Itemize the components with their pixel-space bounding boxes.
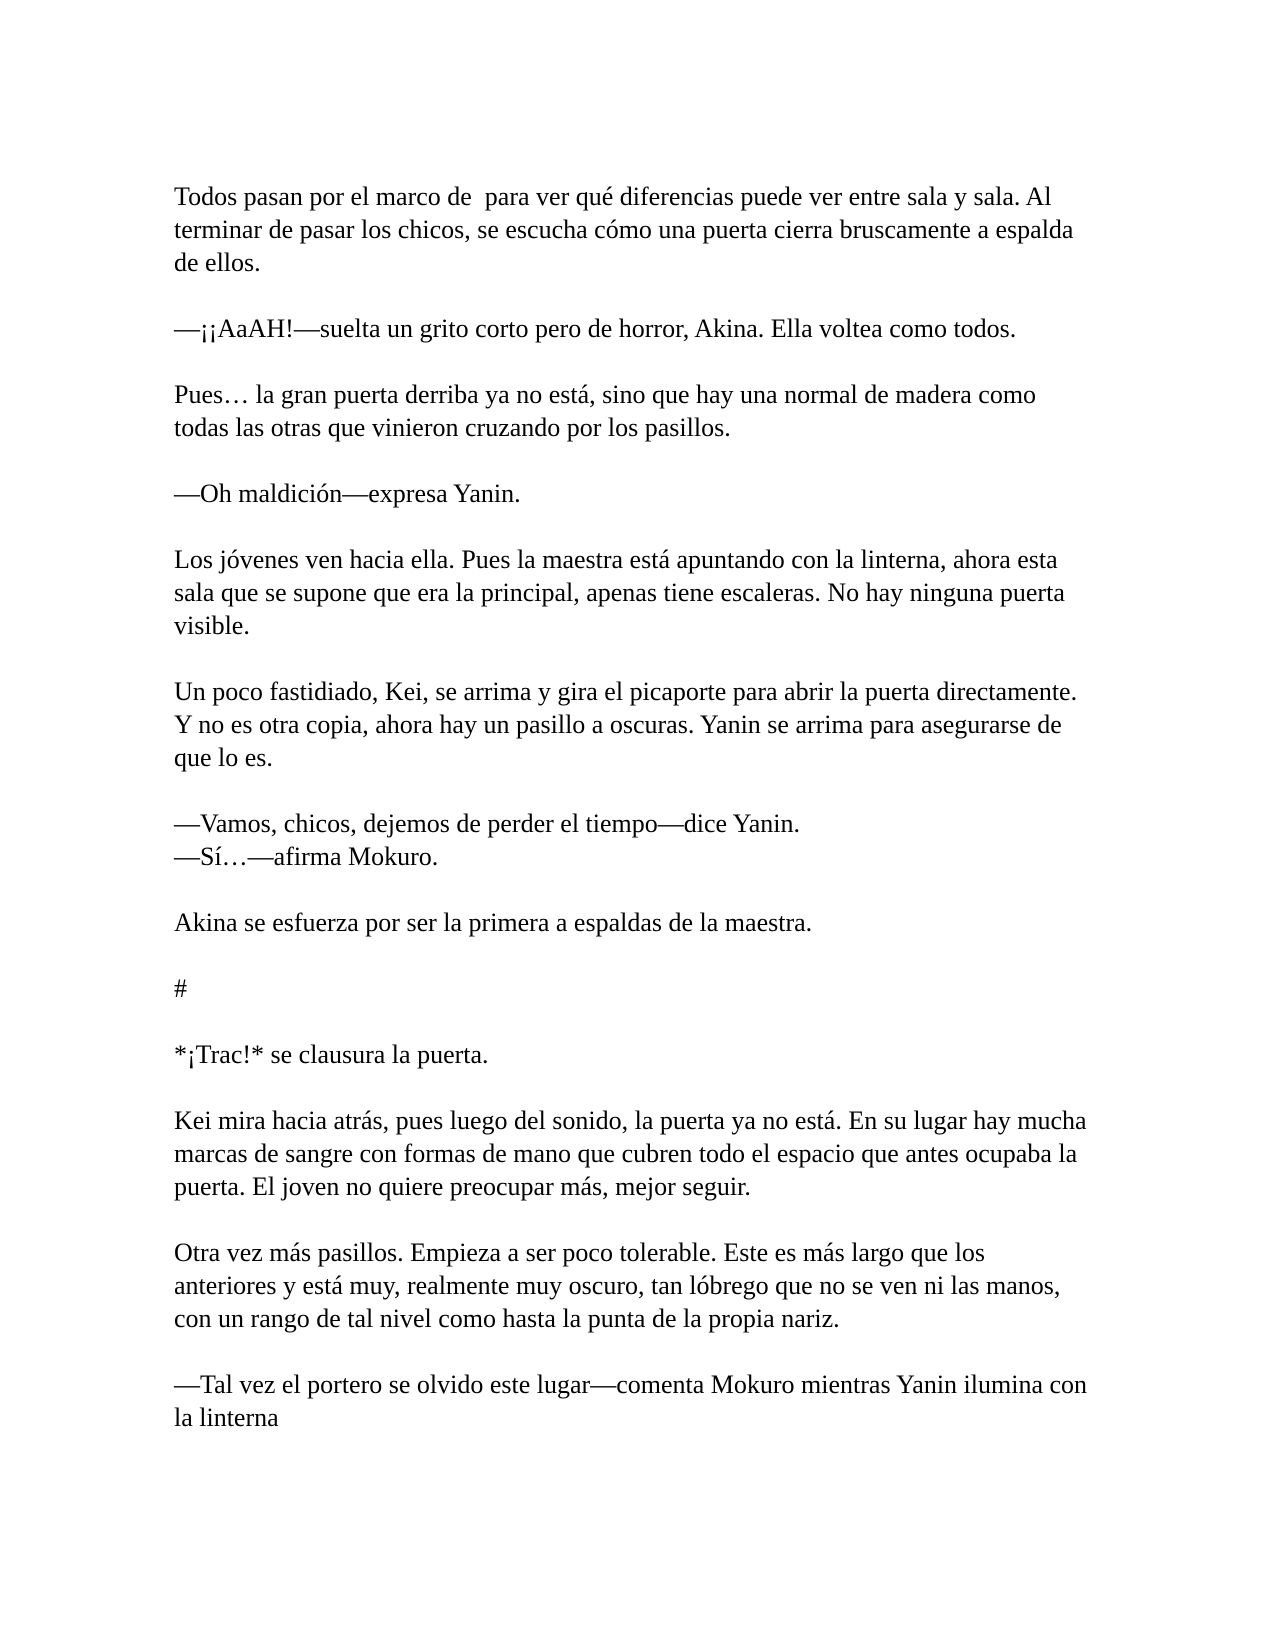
paragraph: Todos pasan por el marco de para ver qué diferencias puede ver entre sala y sala. Al terminar de pasar los chicos, se escucha cómo una puerta cierra bruscamente a espalda de ellos. xyxy=(174,182,1080,277)
document-body xyxy=(174,180,1094,1467)
paragraph: —Tal vez el portero se olvido este lugar—comenta Mokuro mientras Yanin ilumina con la linterna xyxy=(174,1370,1094,1432)
paragraph: —Vamos, chicos, dejemos de perder el tiempo—dice Yanin. xyxy=(174,809,801,838)
paragraph: *¡Trac!* se clausura la puerta. xyxy=(174,1040,489,1069)
paragraph: Akina se esfuerza por ser la primera a espaldas de la maestra. xyxy=(174,908,813,937)
paragraph: Otra vez más pasillos. Empieza a ser poco tolerable. Este es más largo que los anteriores y está muy, realmente muy oscuro, tan lóbrego que no se ven ni las manos, con un rango de tal nivel como hasta la punta de la propia nariz. xyxy=(174,1238,1067,1333)
paragraph: Los jóvenes ven hacia ella. Pues la maestra está apuntando con la linterna, ahora esta sala que se supone que era la principal, apenas tiene escaleras. No hay ninguna puerta visible. xyxy=(174,545,1072,640)
scene-break: # xyxy=(174,974,187,1003)
paragraph: Un poco fastidiado, Kei, se arrima y gira el picaporte para abrir la puerta directamente. Y no es otra copia, ahora hay un pasillo a oscuras. Yanin se arrima para asegurarse de que lo es. xyxy=(174,677,1083,772)
paragraph: Pues… la gran puerta derriba ya no está, sino que hay una normal de madera como todas las otras que vinieron cruzando por los pasillos. xyxy=(174,380,1043,442)
paragraph: —Sí…—afirma Mokuro. xyxy=(174,842,439,871)
paragraph: Kei mira hacia atrás, pues luego del sonido, la puerta ya no está. En su lugar hay mucha marcas de sangre con formas de mano que cubren todo el espacio que antes ocupaba la puerta. El joven no quiere preocupar más, mejor seguir. xyxy=(174,1106,1094,1201)
paragraph: —¡¡AaAH!—suelta un grito corto pero de horror, Akina. Ella voltea como todos. xyxy=(174,314,1017,343)
paragraph: —Oh maldición—expresa Yanin. xyxy=(174,479,521,508)
